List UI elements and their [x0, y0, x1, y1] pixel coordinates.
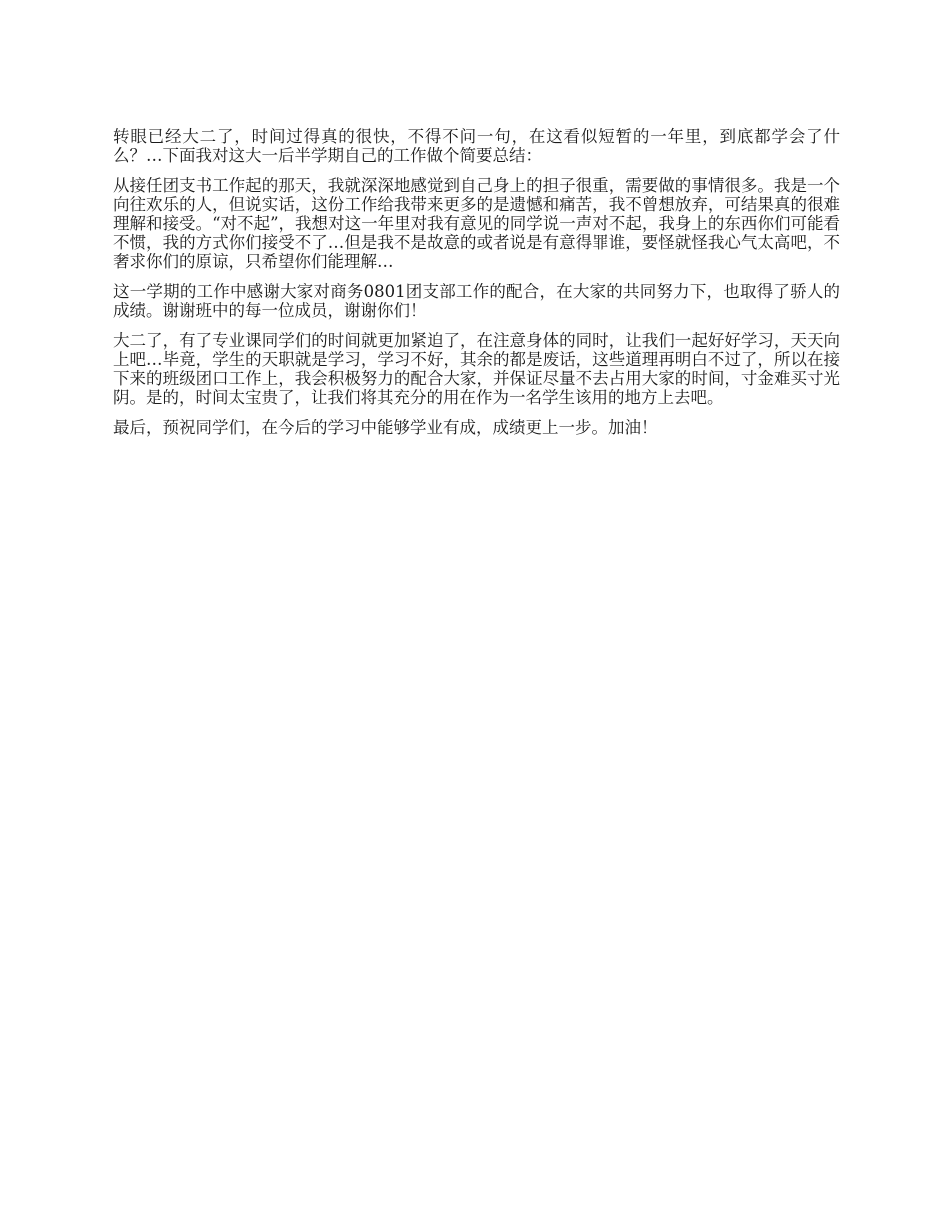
paragraph-plans: 大二了，有了专业课同学们的时间就更加紧迫了，在注意身体的同时，让我们一起好好学习，天天向上吧…毕竟，学生的天职就是学习，学习不好，其余的都是废话，这些道理再明白不过了，所以在接下来的班级团口工作上，我会积极努力的配合大家，并保证尽量不去占用大家的时间，寸金难买寸光阴。是的，时间太宝贵了，让我们将其充分的用在作为一名学生该用的地方上去吧。: [113, 331, 840, 407]
paragraph-intro: 转眼已经大二了，时间过得真的很快，不得不问一句，在这看似短暂的一年里，到底都学会了什么？…下面我对这大一后半学期自己的工作做个简要总结：: [113, 127, 840, 165]
paragraph-reflection: 从接任团支书工作起的那天，我就深深地感觉到自己身上的担子很重，需要做的事情很多。我是一个向往欢乐的人，但说实话，这份工作给我带来更多的是遗憾和痛苦，我不曾想放弃，可结果真的很难理解和接受。“对不起”，我想对这一年里对我有意见的同学说一声对不起，我身上的东西你们可能看不惯，我的方式你们接受不了…但是我不是故意的或者说是有意得罪谁，要怪就怪我心气太高吧，不奢求你们的原谅，只希望你们能理解…: [113, 176, 840, 271]
document-body: [113, 127, 840, 448]
paragraph-thanks: 这一学期的工作中感谢大家对商务0801团支部工作的配合，在大家的共同努力下，也取得了骄人的成绩。谢谢班中的每一位成员，谢谢你们！: [113, 282, 840, 320]
paragraph-closing: 最后，预祝同学们，在今后的学习中能够学业有成，成绩更上一步。加油！: [113, 418, 658, 437]
